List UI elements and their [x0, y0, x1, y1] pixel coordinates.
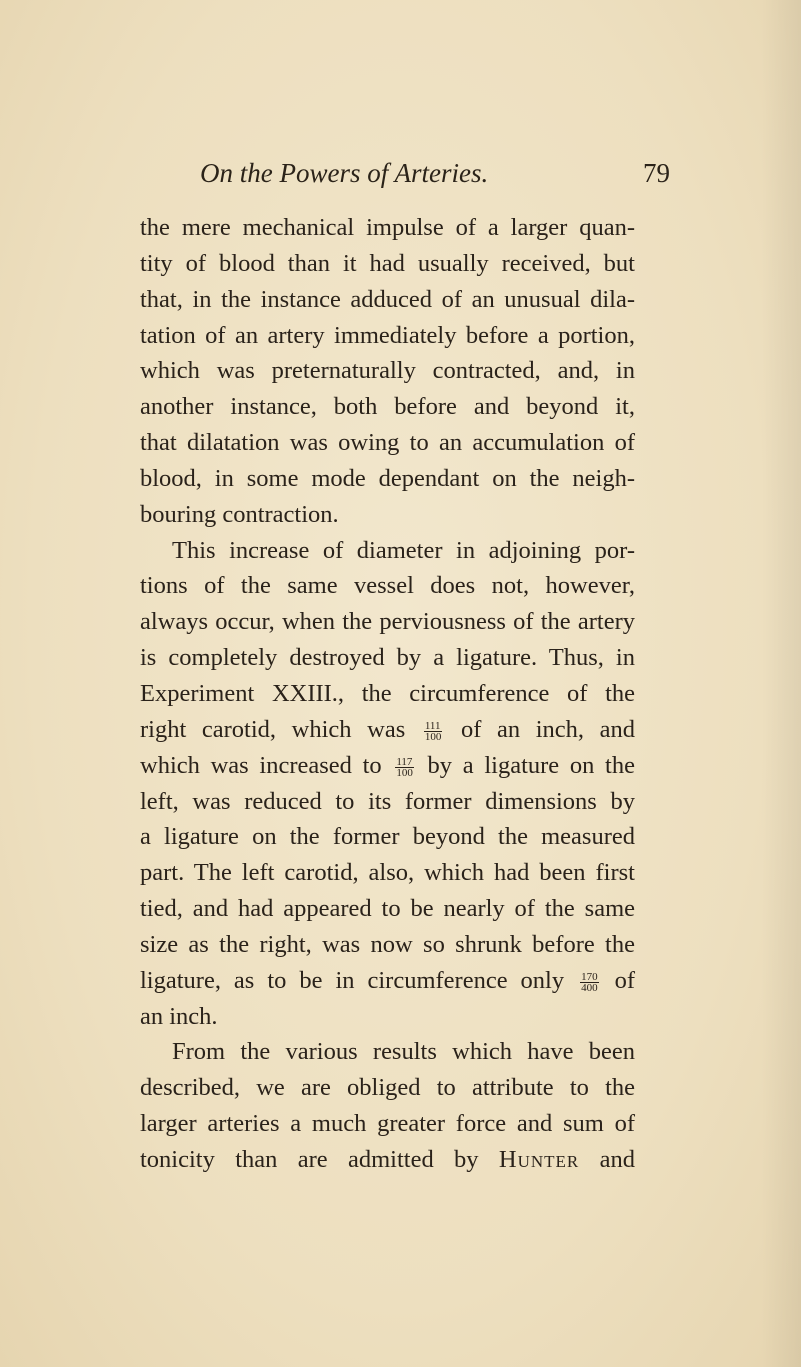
fraction: [580, 972, 599, 993]
text-line: an inch.: [140, 1002, 218, 1030]
text-line: Experiment XXIII., the circumference of the: [140, 679, 635, 707]
text-line: another instance, both before and beyond it,: [140, 393, 635, 421]
text-line: the mere mechanical impulse of a larger quan-: [140, 214, 635, 241]
fraction-denominator: 100: [424, 730, 442, 743]
text-segment: by a ligature on the: [427, 751, 635, 779]
text-line: tation of an artery immediately before a portion,: [140, 321, 635, 349]
fraction: [424, 721, 443, 742]
page-header: [200, 158, 670, 194]
fraction-denominator: 100: [396, 766, 413, 779]
text-line: size as the right, was now so shrunk before the: [140, 930, 635, 958]
text-line: described, we are obliged to attribute to the: [140, 1074, 635, 1102]
text-segment: ligature, as to be in circumference only: [140, 966, 565, 994]
text-line: always occur, when the perviousness of the artery: [140, 608, 635, 636]
body-text: [140, 210, 635, 1178]
text-line: a ligature on the former beyond the measured: [140, 823, 635, 851]
text-line: larger arteries a much greater force and sum of: [140, 1110, 635, 1138]
text-line: This increase of diameter in adjoining por-: [172, 536, 635, 564]
text-segment: tonicity than are admitted by: [140, 1145, 479, 1173]
text-line: tity of blood than it had usually received, but: [140, 249, 635, 277]
text-line: left, was reduced to its former dimensions by: [140, 787, 635, 815]
text-segment: and: [599, 1145, 636, 1173]
fraction-numerator: 111: [424, 719, 441, 732]
text-line-with-name: [140, 1142, 635, 1178]
fraction-numerator: 170: [581, 970, 598, 983]
text-segment: of an inch, and: [460, 715, 635, 743]
text-line: tied, and had appeared to be nearly of the same: [140, 895, 635, 923]
running-title: On the Powers of Arteries.: [200, 158, 489, 188]
text-line-with-fraction: [140, 712, 635, 748]
text-segment: which was increased to: [140, 751, 382, 779]
text-line-with-fraction: [140, 748, 635, 784]
text-line: From the various results which have been: [172, 1038, 635, 1066]
text-line: blood, in some mode dependant on the neigh-: [140, 464, 635, 492]
text-line: which was preternaturally contracted, and, in: [140, 357, 635, 385]
fraction-denominator: 400: [581, 981, 598, 994]
fraction: [395, 757, 414, 778]
text-line: tions of the same vessel does not, however,: [140, 572, 635, 600]
text-line: that dilatation was owing to an accumulation of: [140, 429, 635, 457]
fraction-numerator: 117: [396, 755, 413, 768]
text-line: part. The left carotid, also, which had been first: [140, 859, 635, 887]
text-line-with-fraction: [140, 963, 635, 999]
text-segment: right carotid, which was: [140, 715, 406, 743]
text-line: is completely destroyed by a ligature. Thus, in: [140, 644, 635, 672]
text-segment: of: [614, 966, 636, 994]
page-number: 79: [643, 158, 670, 188]
text-line: bouring contraction.: [140, 500, 339, 528]
text-line: that, in the instance adduced of an unusual dila-: [140, 285, 635, 313]
author-name: Hunter: [498, 1145, 580, 1173]
